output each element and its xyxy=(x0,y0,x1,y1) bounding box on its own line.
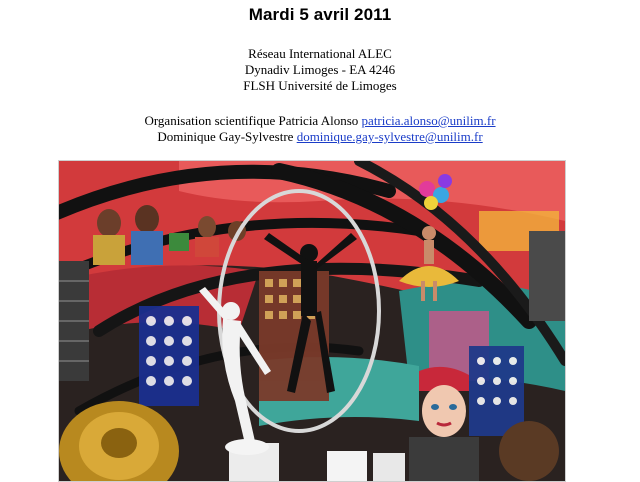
organizer-faculty: FLSH Université de Limoges xyxy=(243,78,397,93)
collage-poster-image xyxy=(58,160,566,482)
contact-alonso-label: Organisation scientifique Patricia Alonso xyxy=(144,113,359,128)
event-date: Mardi 5 avril 2011 xyxy=(248,5,392,24)
organizer-network: Réseau International ALEC xyxy=(248,46,392,61)
contacts-block xyxy=(0,113,640,145)
contact-line-gay-sylvestre xyxy=(0,129,640,145)
organizer-lab: Dynadiv Limoges - EA 4246 xyxy=(244,62,396,77)
contact-line-alonso xyxy=(0,113,640,129)
organizers-block xyxy=(0,46,640,94)
email-link-gay-sylvestre[interactable]: dominique.gay-sylvestre@unilim.fr xyxy=(296,129,483,144)
contact-gay-sylvestre-label: Dominique Gay-Sylvestre xyxy=(157,129,294,144)
email-link-alonso[interactable]: patricia.alonso@unilim.fr xyxy=(361,113,496,128)
